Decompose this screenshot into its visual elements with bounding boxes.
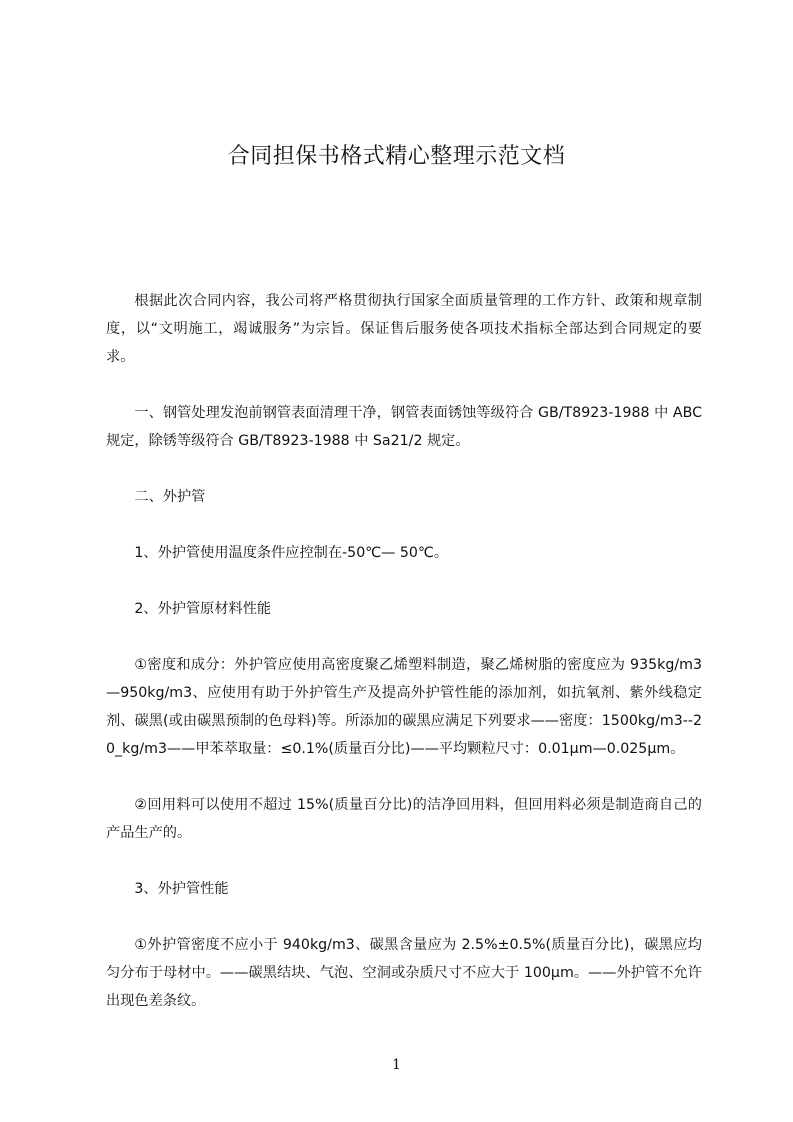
paragraph-spacer	[106, 567, 702, 595]
paragraph-spacer	[106, 455, 702, 483]
paragraph-item-3-heading: 3、外护管性能	[134, 881, 229, 897]
paragraph-spacer	[106, 371, 702, 399]
paragraph-intro: 根据此次合同内容，我公司将严格贯彻执行国家全面质量管理的工作方针、政策和规章制度，以“文明施工，竭诚服务”为宗旨。保证售后服务使各项技术指标全部达到合同规定的要求。	[106, 293, 702, 365]
paragraph-spacer	[106, 847, 702, 875]
paragraph-spacer	[106, 903, 702, 931]
paragraph-spacer	[106, 511, 702, 539]
document-title: 合同担保书格式精心整理示范文档	[227, 144, 566, 169]
paragraph-item-1: 1、外护管使用温度条件应控制在-50℃— 50℃。	[134, 545, 449, 561]
paragraph-spacer	[106, 623, 702, 651]
paragraph-outer-pipe-performance: ①外护管密度不应小于 940kg/m3、碳黑含量应为 2.5%±0.5%(质量百分比)，碳黑应均匀分布于母材中。——碳黑结块、气泡、空洞或杂质尺寸不应大于 100μm。——外护管不允许出现色差条纹。	[106, 937, 702, 1009]
paragraph-recycled-material: ②回用料可以使用不超过 15%(质量百分比)的洁净回用料，但回用料必须是制造商自己的产品生产的。	[106, 797, 702, 841]
paragraph-spacer	[106, 763, 702, 791]
paragraph-section-2-heading: 二、外护管	[134, 489, 206, 505]
document-body	[106, 287, 702, 1015]
paragraph-density-composition: ①密度和成分：外护管应使用高密度聚乙烯塑料制造，聚乙烯树脂的密度应为 935kg/m3—950kg/m3、应使用有助于外护管生产及提高外护管性能的添加剂，如抗氧剂、紫外线稳定剂、碳黑(或由碳黑预制的色母料)等。所添加的碳黑应满足下列要求——密度：1500kg/m3--20_kg/m3——甲苯萃取量：≤0.1%(质量百分比)——平均颗粒尺寸：0.01μm—0.025μm。	[106, 657, 702, 757]
paragraph-section-1: 一、钢管处理发泡前钢管表面清理干净，钢管表面锈蚀等级符合 GB/T8923-1988 中 ABC 规定，除锈等级符合 GB/T8923-1988 中 Sa21/2 规定。	[106, 405, 702, 449]
page-number: 1	[392, 1057, 401, 1073]
paragraph-item-2-heading: 2、外护管原材料性能	[134, 601, 272, 617]
